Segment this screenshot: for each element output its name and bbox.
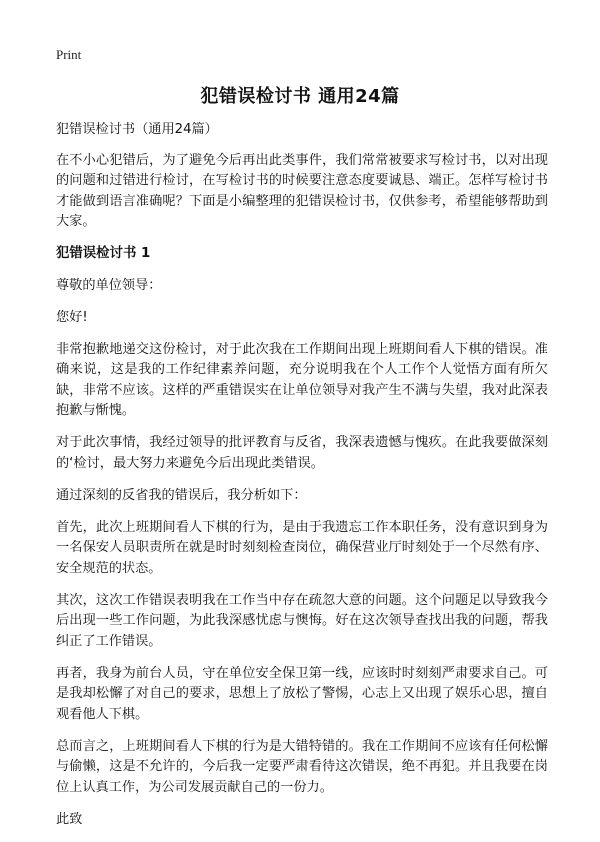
document-subtitle: 犯错误检讨书（通用24篇） — [56, 122, 218, 137]
body-paragraph: 对于此次事情，我经过领导的批评教育与反省，我深表遗憾与愧疚。在此我要做深刻的‘检讨，最大努力来避免今后出现此类错误。 — [56, 435, 548, 471]
document-title: 犯错误检讨书 通用24篇 — [200, 86, 400, 107]
document-body — [56, 120, 548, 842]
body-paragraph: 通过深刻的反省我的错误后，我分析如下： — [56, 487, 307, 503]
closing: 此致 — [56, 811, 83, 827]
intro-paragraph: 在不小心犯错后，为了避免今后再出此类事件，我们常常被要求写检讨书，以对出现的问题和过错进行检讨，在写检讨书的时候要注意态度要诚恳、端正。怎样写检讨书才能做到语言准确呢？下面是小编整理的犯错误检讨书，仅供参考，希望能够帮助到大家。 — [56, 152, 548, 229]
body-paragraph: 其次，这次工作错误表明我在工作当中存在疏忽大意的问题。这个问题足以导致我今后出现一些工作问题，为此我深感忧虑与懊悔。好在这次领导查找出我的问题，帮我纠正了工作错误。 — [56, 592, 548, 649]
salutation: 尊敬的单位领导： — [56, 277, 162, 293]
body-paragraph: 首先，此次上班期间看人下棋的行为，是由于我遗忘工作本职任务，没有意识到身为一名保安人员职责所在就是时时刻刻检查岗位，确保营业厅时刻处于一个尽然有序、安全规范的状态。 — [56, 519, 548, 576]
print-link[interactable]: Print — [56, 47, 82, 62]
body-paragraph: 非常抱歉地递交这份检讨，对于此次我在工作期间出现上班期间看人下棋的错误。准确来说，这是我的工作纪律素养问题，充分说明我在个人工作个人觉悟方面有所欠缺，非常不应该。这样的严重错误实在让单位领导对我产生不满与失望，我对此深表抱歉与惭愧。 — [56, 341, 548, 418]
section-heading: 犯错误检讨书 1 — [56, 246, 151, 261]
greeting: 您好! — [56, 309, 88, 325]
body-paragraph: 再者，我身为前台人员，守在单位安全保卫第一线，应该时时刻刻严肃要求自己。可是我却松懈了对自己的要求，思想上了放松了警惕，心志上又出现了娱乐心思，擅自观看他人下棋。 — [56, 665, 548, 722]
body-paragraph: 总而言之，上班期间看人下棋的行为是大错特错的。我在工作期间不应该有任何松懈与偷懒，这是不允许的，今后我一定要严肃看待这次错误，绝不再犯。并且我要在岗位上认真工作，为公司发展贡献自己的一份力。 — [56, 738, 548, 795]
